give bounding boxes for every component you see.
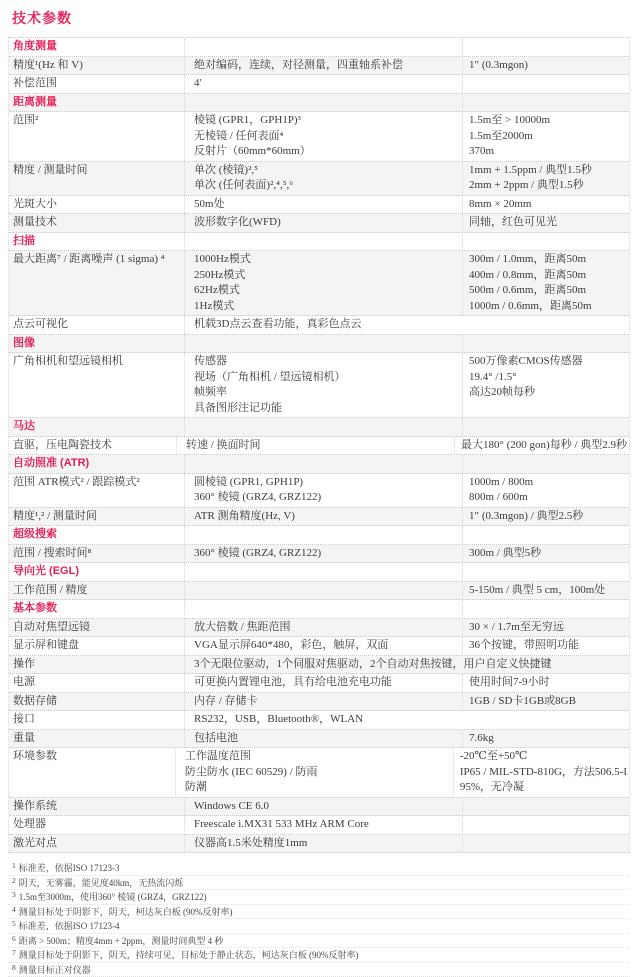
param-value-cell <box>462 75 629 93</box>
section-header-row <box>9 418 629 437</box>
section-header-spacer <box>462 94 629 112</box>
param-columns <box>184 693 629 711</box>
param-desc-line: 传感器 <box>194 354 458 370</box>
section-header-spacer <box>184 563 462 581</box>
section-header-spacer <box>184 233 462 251</box>
spec-row <box>9 656 629 675</box>
section-header-spacer <box>462 526 629 544</box>
section-title: 距离测量 <box>9 94 184 112</box>
param-label: 广角相机和望远镜相机 <box>13 354 178 370</box>
param-label: 范围 ATR模式² / 跟踪模式² <box>13 475 178 491</box>
param-columns <box>184 353 629 417</box>
param-desc-line: 250Hz模式 <box>194 268 458 284</box>
param-label-cell <box>9 316 184 334</box>
param-value-line: 400m / 0.8mm，距离50m <box>469 268 627 284</box>
param-value-line <box>469 836 627 852</box>
param-value-line: 95%，无冷凝 <box>460 780 627 796</box>
param-desc-cell <box>184 798 462 816</box>
param-desc-line: 反射片（60mm*60mm） <box>194 144 458 160</box>
section-header-row <box>9 563 629 582</box>
param-desc-cell <box>184 545 462 563</box>
param-desc-cell <box>184 196 462 214</box>
param-label-cell <box>9 508 184 526</box>
param-label-cell <box>9 619 184 637</box>
param-label: 范围 / 搜索时间⁸ <box>13 546 178 562</box>
param-value-line: 1.5m至 > 10000m <box>469 113 627 129</box>
footnote <box>8 876 630 891</box>
param-label-cell <box>9 162 184 195</box>
section-header-spacer <box>462 455 629 473</box>
param-value-line: 500万像素CMOS传感器 <box>469 354 627 370</box>
page-title: 技术参数 <box>12 8 634 28</box>
param-label: 点云可视化 <box>13 317 178 333</box>
param-desc-cell <box>184 637 462 655</box>
param-desc-line: 仪器高1.5米处精度1mm <box>194 836 458 852</box>
footnote-marker: 1 <box>12 861 16 872</box>
section-header-spacer <box>184 335 462 353</box>
param-value-cell <box>462 730 629 748</box>
param-desc-line: 转速 / 换面时间 <box>186 438 450 454</box>
spec-row <box>9 619 629 638</box>
param-desc-line <box>194 583 458 599</box>
spec-sheet-page <box>0 8 634 935</box>
param-value-cell <box>462 57 629 75</box>
param-value-cell <box>462 835 629 853</box>
section-title: 图像 <box>9 335 184 353</box>
param-desc-cell <box>176 437 454 455</box>
param-desc-line: 360° 棱镜 (GRZ4, GRZ122) <box>194 490 458 506</box>
param-desc-line: 1Hz模式 <box>194 299 458 315</box>
param-value-cell <box>462 162 629 195</box>
param-label-cell <box>9 214 184 232</box>
param-value-line: 1000m / 800m <box>469 475 627 491</box>
param-columns <box>184 637 629 655</box>
section-header-spacer <box>462 418 629 436</box>
param-value-cell <box>462 619 629 637</box>
param-label: 精度¹,² / 测量时间 <box>13 509 178 525</box>
param-desc-line: 防尘防水 (IEC 60529) / 防雨 <box>185 765 449 781</box>
param-columns <box>184 582 629 600</box>
param-desc-cell <box>184 214 462 232</box>
spec-row <box>9 112 629 162</box>
section-header-columns <box>184 600 629 618</box>
param-label-cell <box>9 75 184 93</box>
param-value-line: 2mm + 2ppm / 典型1.5秒 <box>469 178 627 194</box>
section-header-row <box>9 233 629 252</box>
footnote-marker: 2 <box>12 876 16 887</box>
param-desc-line: 360° 棱镜 (GRZ4, GRZ122) <box>194 546 458 562</box>
spec-row <box>9 196 629 215</box>
param-desc-cell <box>184 711 629 729</box>
footnote-text: 阴天，无雾霾，能见度40km，无热流闪烁 <box>19 878 184 888</box>
param-label: 重量 <box>13 731 178 747</box>
param-value-cell <box>453 748 629 797</box>
param-columns <box>184 545 629 563</box>
footnote-marker: 5 <box>12 919 16 930</box>
param-value-line: 最大180° (200 gon)每秒 / 典型2.9秒 <box>461 438 627 454</box>
param-label-cell <box>9 748 175 797</box>
param-desc-line: ATR 测角精度(Hz, V) <box>194 509 458 525</box>
section-header-row <box>9 455 629 474</box>
param-desc-line: 工作温度范围 <box>185 749 449 765</box>
section-header-row <box>9 335 629 354</box>
param-columns <box>184 816 629 834</box>
param-value-line: 7.6kg <box>469 731 627 747</box>
spec-row <box>9 316 629 335</box>
param-label-cell <box>9 798 184 816</box>
spec-row <box>9 798 629 817</box>
param-value-line: IP65 / MIL-STD-810G，方法506.5-I <box>460 765 627 781</box>
param-columns <box>184 316 629 334</box>
spec-row <box>9 674 629 693</box>
param-columns <box>184 711 629 729</box>
param-value-line: 1″ (0.3mgon) / 典型2.5秒 <box>469 509 627 525</box>
section-header-columns <box>184 526 629 544</box>
section-title: 导向光 (EGL) <box>9 563 184 581</box>
param-desc-cell <box>184 75 462 93</box>
param-label: 精度 / 测量时间 <box>13 163 178 179</box>
spec-row <box>9 214 629 233</box>
param-label-cell <box>9 474 184 507</box>
section-header-spacer <box>462 563 629 581</box>
param-value-cell <box>462 693 629 711</box>
param-label: 精度¹(Hz 和 V) <box>13 58 178 74</box>
param-label-cell <box>9 437 176 455</box>
param-columns <box>176 437 629 455</box>
param-columns <box>184 196 629 214</box>
param-value-cell <box>462 214 629 232</box>
param-value-line <box>469 401 627 417</box>
footnote <box>8 861 630 876</box>
param-desc-cell <box>184 674 462 692</box>
param-label: 最大距离⁷ / 距离噪声 (1 sigma) ⁴ <box>13 252 178 268</box>
section-title: 自动照准 (ATR) <box>9 455 184 473</box>
section-title: 角度测量 <box>9 38 184 56</box>
spec-row <box>9 353 629 418</box>
section-header-spacer <box>184 455 462 473</box>
param-value-cell <box>462 508 629 526</box>
param-label-cell <box>9 637 184 655</box>
param-value-line: 300m / 典型5秒 <box>469 546 627 562</box>
param-value-line: 1″ (0.3mgon) <box>469 58 627 74</box>
spec-row <box>9 637 629 656</box>
section-header-row <box>9 600 629 619</box>
param-label-cell <box>9 251 184 315</box>
section-header-spacer <box>184 94 462 112</box>
param-desc-line: 视场（广角相机 / 望远镜相机） <box>194 370 458 386</box>
param-desc-cell <box>184 251 462 315</box>
section-header-row <box>9 526 629 545</box>
param-label: 补偿范围 <box>13 76 178 92</box>
param-value-line: 1.5m至2000m <box>469 129 627 145</box>
param-columns <box>184 474 629 507</box>
param-value-line: -20℃至+50℃ <box>460 749 627 765</box>
param-label-cell <box>9 545 184 563</box>
spec-row <box>9 693 629 712</box>
spec-row <box>9 711 629 730</box>
param-label-cell <box>9 730 184 748</box>
footnote <box>8 963 630 977</box>
param-columns <box>184 674 629 692</box>
param-label-cell <box>9 693 184 711</box>
param-value-line: 高达20帧每秒 <box>469 385 627 401</box>
param-columns <box>184 656 629 674</box>
param-label: 操作系统 <box>13 799 178 815</box>
section-header-row <box>9 38 629 57</box>
param-label: 测量技术 <box>13 215 178 231</box>
spec-row <box>9 816 629 835</box>
footnote-text: 1.5m至3000m，使用360° 棱镜 (GRZ4，GRZ122) <box>19 892 207 902</box>
param-value-cell <box>454 437 629 455</box>
param-columns <box>184 798 629 816</box>
param-desc-line: 4′ <box>194 76 458 92</box>
footnote <box>8 919 630 934</box>
param-desc-line: 62Hz模式 <box>194 283 458 299</box>
param-columns <box>184 75 629 93</box>
section-header-spacer <box>462 233 629 251</box>
spec-row <box>9 251 629 316</box>
param-value-cell <box>462 637 629 655</box>
section-header-spacer <box>462 38 629 56</box>
param-value-line: 370m <box>469 144 627 160</box>
section-header-row <box>9 94 629 113</box>
section-title: 扫描 <box>9 233 184 251</box>
param-value-line: 5-150m / 典型 5 cm，100m处 <box>469 583 627 599</box>
section-title: 马达 <box>9 418 184 436</box>
section-header-columns <box>184 455 629 473</box>
param-label: 接口 <box>13 712 178 728</box>
section-header-columns <box>184 233 629 251</box>
param-columns <box>184 251 629 315</box>
section-header-spacer <box>462 335 629 353</box>
param-value-line <box>469 76 627 92</box>
section-header-spacer <box>184 526 462 544</box>
param-value-line: 1GB / SD卡1GB或8GB <box>469 694 627 710</box>
section-header-columns <box>184 38 629 56</box>
param-desc-line: 单次 (棱镜)²,⁵ <box>194 163 458 179</box>
param-columns <box>184 57 629 75</box>
param-label-cell <box>9 816 184 834</box>
spec-row <box>9 75 629 94</box>
section-header-spacer <box>184 600 462 618</box>
param-label: 电源 <box>13 675 178 691</box>
param-value-line: 1mm + 1.5ppm / 典型1.5秒 <box>469 163 627 179</box>
footnote <box>8 890 630 905</box>
spec-row <box>9 545 629 564</box>
param-value-line: 500m / 0.6mm，距离50m <box>469 283 627 299</box>
footnote-text: 标准差，依据ISO 17123-4 <box>19 921 120 931</box>
param-value-cell <box>462 674 629 692</box>
footnote <box>8 948 630 963</box>
spec-row <box>9 57 629 76</box>
param-value-cell <box>462 251 629 315</box>
param-desc-line: 波形数字化(WFD) <box>194 215 458 231</box>
param-desc-line: RS232，USB，Bluetooth®，WLAN <box>194 712 625 728</box>
param-desc-cell <box>184 508 462 526</box>
spec-row <box>9 162 629 196</box>
param-desc-line: 无棱镜 / 任何表面⁴ <box>194 129 458 145</box>
spec-row <box>9 730 629 749</box>
section-title: 超级搜索 <box>9 526 184 544</box>
param-value-cell <box>462 582 629 600</box>
param-desc-line: 包括电池 <box>194 731 458 747</box>
param-value-line: 800m / 600m <box>469 490 627 506</box>
param-columns <box>184 214 629 232</box>
param-value-line: 8mm × 20mm <box>469 197 627 213</box>
param-desc-line: 防潮 <box>185 780 449 796</box>
section-header-columns <box>184 563 629 581</box>
param-label: 工作范围 / 精度 <box>13 583 178 599</box>
param-label: 数据存储 <box>13 694 178 710</box>
param-label-cell <box>9 353 184 417</box>
param-desc-line: 内存 / 存储卡 <box>194 694 458 710</box>
param-value-cell <box>462 353 629 417</box>
param-desc-line: 3个无限位驱动，1个伺服对焦驱动，2个自动对焦按键，用户自定义快捷键 <box>194 657 625 673</box>
spec-row <box>9 582 629 601</box>
param-value-line: 300m / 1.0mm，距离50m <box>469 252 627 268</box>
param-columns <box>184 508 629 526</box>
param-desc-cell <box>184 730 462 748</box>
section-header-spacer <box>184 418 462 436</box>
param-desc-cell <box>175 748 453 797</box>
section-header-columns <box>184 335 629 353</box>
spec-table <box>8 37 630 853</box>
param-desc-cell <box>184 112 462 161</box>
param-desc-line: 绝对编码，连续，对径测量，四重轴系补偿 <box>194 58 458 74</box>
param-desc-cell <box>184 693 462 711</box>
param-value-cell <box>462 474 629 507</box>
section-title: 基本参数 <box>9 600 184 618</box>
param-columns <box>175 748 629 797</box>
param-desc-line: 圆棱镜 (GPR1, GPH1P) <box>194 475 458 491</box>
param-desc-line: 棱镜 (GPR1，GPH1P)³ <box>194 113 458 129</box>
param-desc-cell <box>184 353 462 417</box>
param-desc-cell <box>184 619 462 637</box>
spec-row <box>9 835 629 854</box>
param-value-line: 30 × / 1.7m至无穷远 <box>469 620 627 636</box>
section-header-columns <box>184 418 629 436</box>
param-columns <box>184 162 629 195</box>
param-label-cell <box>9 711 184 729</box>
param-desc-cell <box>184 835 462 853</box>
param-label-cell <box>9 196 184 214</box>
param-columns <box>184 835 629 853</box>
param-label-cell <box>9 835 184 853</box>
param-desc-line: 放大倍数 / 焦距范围 <box>194 620 458 636</box>
param-value-line: 36个按键，带照明功能 <box>469 638 627 654</box>
param-desc-line: 机载3D点云查看功能，真彩色点云 <box>194 317 625 333</box>
spec-row <box>9 474 629 508</box>
param-desc-cell <box>184 474 462 507</box>
param-value-line: 19.4° /1.5° <box>469 370 627 386</box>
section-header-spacer <box>184 38 462 56</box>
param-desc-line: 1000Hz模式 <box>194 252 458 268</box>
footnote-text: 测量目标正对仪器 <box>19 965 91 975</box>
param-desc-line: Windows CE 6.0 <box>194 799 458 815</box>
param-label-cell <box>9 674 184 692</box>
param-desc-line: VGA显示屏640*480，彩色，触屏，双面 <box>194 638 458 654</box>
param-label: 自动对焦望远镜 <box>13 620 178 636</box>
param-value-line: 使用时间7-9小时 <box>469 675 627 691</box>
param-desc-cell <box>184 316 629 334</box>
param-desc-cell <box>184 816 462 834</box>
param-value-line <box>469 817 627 833</box>
param-label: 直驱，压电陶瓷技术 <box>13 438 170 454</box>
footnote-marker: 4 <box>12 905 16 916</box>
param-value-cell <box>462 112 629 161</box>
param-label-cell <box>9 656 184 674</box>
param-value-cell <box>462 816 629 834</box>
section-header-spacer <box>462 600 629 618</box>
param-desc-line: 具备图形注记功能 <box>194 401 458 417</box>
footnote-text: 距离 > 500m；精度4mm + 2ppm，测量时间典型 4 秒 <box>19 936 224 946</box>
spec-row <box>9 437 629 456</box>
param-columns <box>184 112 629 161</box>
param-columns <box>184 619 629 637</box>
footnote-marker: 7 <box>12 948 16 959</box>
param-label: 环境参数 <box>13 749 169 765</box>
param-desc-cell <box>184 162 462 195</box>
param-label: 范围² <box>13 113 178 129</box>
param-desc-cell <box>184 57 462 75</box>
param-label-cell <box>9 57 184 75</box>
param-label: 激光对点 <box>13 836 178 852</box>
param-columns <box>184 730 629 748</box>
param-desc-cell <box>184 582 462 600</box>
param-desc-cell <box>184 656 629 674</box>
footnote-text: 测量目标处于阴影下，阴天，持续可见，目标处于静止状态，柯达灰白板 (90%反射率) <box>19 950 359 960</box>
footnote-text: 标准差，依据ISO 17123-3 <box>19 863 120 873</box>
param-label-cell <box>9 112 184 161</box>
param-label: 光斑大小 <box>13 197 178 213</box>
param-value-line <box>469 799 627 815</box>
param-label-cell <box>9 582 184 600</box>
param-value-line: 1000m / 0.6mm，距离50m <box>469 299 627 315</box>
param-label: 处理器 <box>13 817 178 833</box>
param-label: 操作 <box>13 657 178 673</box>
param-desc-line: 50m处 <box>194 197 458 213</box>
param-desc-line: 单次 (任何表面)²,⁴,⁵,⁶ <box>194 178 458 194</box>
param-value-cell <box>462 798 629 816</box>
footnote-marker: 8 <box>12 963 16 974</box>
spec-row <box>9 748 629 798</box>
param-value-cell <box>462 545 629 563</box>
footnote-marker: 6 <box>12 934 16 945</box>
param-value-line: 同轴，红色可见光 <box>469 215 627 231</box>
param-desc-line: 帧频率 <box>194 385 458 401</box>
footnote <box>8 905 630 920</box>
footnote <box>8 934 630 949</box>
spec-row <box>9 508 629 527</box>
param-desc-line: 可更换内置锂电池，具有给电池充电功能 <box>194 675 458 691</box>
param-label: 显示屏和键盘 <box>13 638 178 654</box>
param-desc-line: Freescale i.MX31 533 MHz ARM Core <box>194 817 458 833</box>
footnote-text: 测量目标处于阴影下，阴天，柯达灰白板 (90%反射率) <box>19 907 233 917</box>
section-header-columns <box>184 94 629 112</box>
footnotes <box>8 861 630 977</box>
footnote-marker: 3 <box>12 890 16 901</box>
param-value-cell <box>462 196 629 214</box>
